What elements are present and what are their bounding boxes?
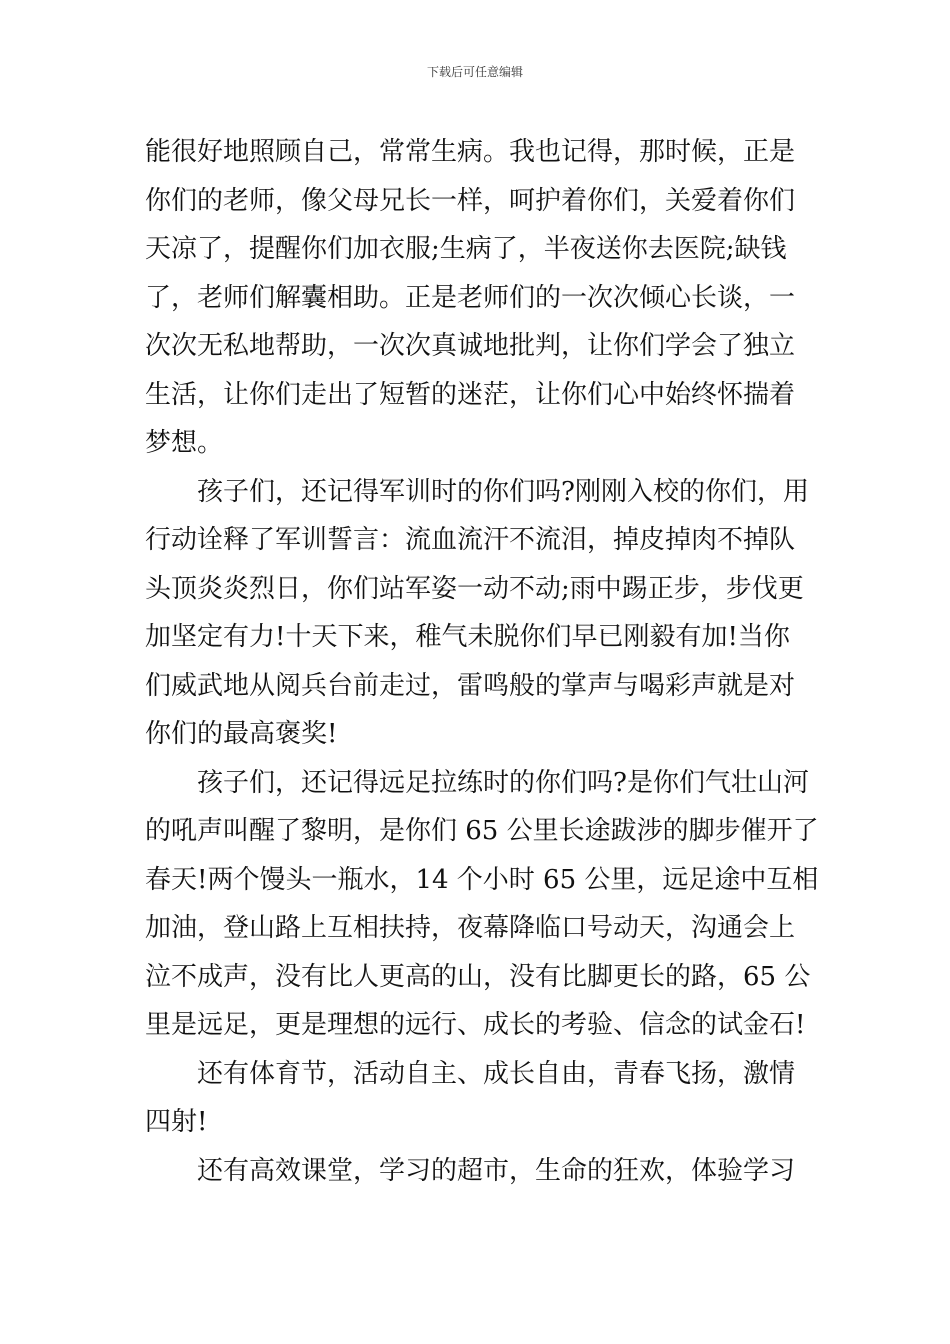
page-header: 下载后可任意编辑 [426, 65, 523, 79]
text-line: 行动诠释了军训誓言：流血流汗不流泪，掉皮掉肉不掉队 [145, 525, 796, 555]
text-line: 孩子们，还记得军训时的你们吗?刚刚入校的你们，用 [145, 476, 809, 507]
text-line: 孩子们，还记得远足拉练时的你们吗?是你们气壮山河 [145, 767, 809, 798]
text-line: 加油，登山路上互相扶持，夜幕降临口号动天，沟通会上 [145, 913, 796, 943]
text-line: 里是远足，更是理想的远行、成长的考验、信念的试金石! [145, 1010, 806, 1040]
text-line: 生活，让你们走出了短暂的迷茫，让你们心中始终怀揣着 [145, 379, 796, 410]
text-line: 春天!两个馒头一瓶水，14 个小时 65 公里，远足途中互相 [145, 864, 819, 895]
document-body [145, 128, 819, 1195]
text-line: 你们的老师，像父母兄长一样，呵护着你们，关爱着你们 [145, 185, 796, 216]
text-line: 泣不成声，没有比人更高的山，没有比脚更长的路，65 公 [145, 961, 811, 992]
text-line: 梦想。 [145, 428, 224, 458]
text-line: 加坚定有力!十天下来，稚气未脱你们早已刚毅有加!当你 [145, 622, 790, 652]
text-line: 头顶炎炎烈日，你们站军姿一动不动;雨中踢正步，步伐更 [145, 573, 804, 604]
text-line: 能很好地照顾自己，常常生病。我也记得，那时候，正是 [145, 137, 796, 167]
text-line: 还有体育节，活动自主、成长自由，青春飞扬，激情 [145, 1058, 796, 1089]
text-line: 了，老师们解囊相助。正是老师们的一次次倾心长谈，一 [145, 282, 796, 313]
text-line: 四射! [145, 1107, 208, 1137]
text-line: 你们的最高褒奖! [145, 719, 338, 749]
text-line: 们威武地从阅兵台前走过，雷鸣般的掌声与喝彩声就是对 [145, 670, 796, 701]
text-line: 天凉了，提醒你们加衣服;生病了，半夜送你去医院;缺钱 [145, 234, 787, 264]
text-line: 的吼声叫醒了黎明，是你们 65 公里长途跋涉的脚步催开了 [145, 816, 819, 846]
text-line: 还有高效课堂，学习的超市，生命的狂欢，体验学习 [145, 1155, 796, 1186]
text-line: 次次无私地帮助，一次次真诚地批判，让你们学会了独立 [145, 331, 796, 361]
